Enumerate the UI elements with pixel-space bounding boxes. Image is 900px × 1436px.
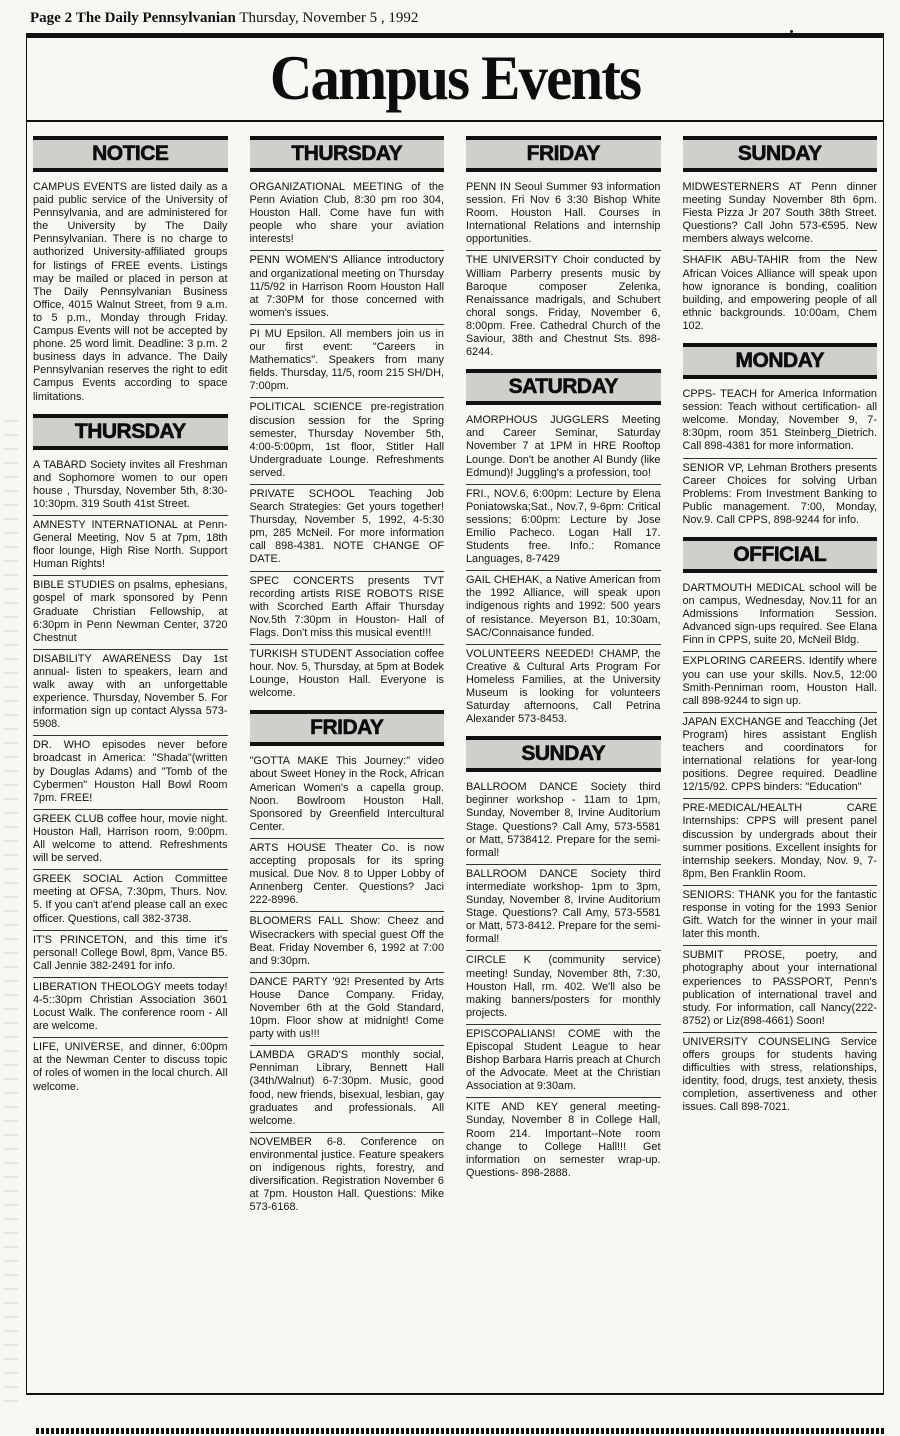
event-listing: PENN IN Seoul Summer 93 information session. Fri Nov 6 3:30 Bishop White Room. Houston Hall. Courses in International Relations and internship opportunities. [466,178,661,251]
columns [31,130,879,1387]
event-listing: BALLROOM DANCE Society third beginner workshop - 11am to 1pm, Sunday, November 8, Irvine Auditorium Stage. Questions? Call Amy, 573-5581 or Matt, 5738412. Prepare for the semi-formal! [466,778,661,865]
running-head [30,10,418,27]
event-listing: GREEK CLUB coffee hour, movie night. Houston Hall, Harrison room, 9:00pm. All welcome to attend. Refreshments will be served. [33,810,228,870]
event-listing: CAMPUS EVENTS are listed daily as a paid public service of the University of Pennsylvania, and are administered for the University by The Daily Pennsylvanian. There is no charge to authorized University-affiliated groups for listings of FREE events. Listings may be mailed or placed in person at The Daily Pennsylvanian Business Office, 4015 Walnut Street, from 9 a.m. to 5 p.m., Monday through Friday. Campus Events will not be accepted by phone. 25 word limit. Deadline: 3 p.m. 2 business days in advance. The Daily Pennsylvanian reserves the right to edit Campus Events according to space limitations. [33,181,228,403]
event-listing: AMORPHOUS JUGGLERS Meeting and Career Seminar, Saturday November 7 at 1PM in HRE Rooftop Lounge. Don't be another Al Bundy (like Edmund)! Juggling's a profession, too! [466,411,661,484]
event-listing: LIFE, UNIVERSE, and dinner, 6:00pm at the Newman Center to discuss topic of roles of women in the local church. All welcome. [33,1041,228,1093]
event-listing: MIDWESTERNERS AT Penn dinner meeting Sunday November 8th 6pm. Fiesta Pizza Jr 207 South 38th Street. Questions? Call John 573-€595. New members always welcome. [683,178,878,251]
section-heading: OFFICIAL [683,537,878,573]
event-listing: POLITICAL SCIENCE pre-registration discusion session for the Spring semester, Thursday November 5th, 4:00-5:00pm, 1st floor, Stitler Hall Undergraduate Lounge. Refreshments served. [250,398,445,485]
section-entries [466,778,661,1184]
event-listing: AMNESTY INTERNATIONAL at Penn- General Meeting, Nov 5 at 7pm, 18th floor lounge, High Rise North. Support Human Rights! [33,516,228,576]
column-1 [33,130,228,1387]
page-number: Page 2 [30,10,73,26]
column-2 [250,130,445,1387]
event-listing: PRE-MEDICAL/HEALTH CARE Internships: CPPS will present panel discussion by undergrads about their summer positions. Excellent insights for internship seekers. Monday, Nov. 9, 7-8pm, Ben Franklin Room. [683,799,878,886]
event-listing: LIBERATION THEOLOGY meets today! 4-5::30pm Christian Association 3601 Locust Walk. The conference room - All are welcome. [33,978,228,1038]
event-listing: SUBMIT PROSE, poetry, and photography about your international experiences to PASSPORT, Penn's publication of international travel and study. For information, call Nancy(222-8752) or Liz(898-4661) Soon! [683,946,878,1033]
event-listing: BALLROOM DANCE Society third intermediate workshop- 1pm to 3pm, Sunday, November 8, Irvine Auditorium Stage. Questions? Call Amy, 573-5581 or Matt, 573-8412. Prepare for the semi-formal! [466,865,661,952]
event-listing: GAIL CHEHAK, a Native American from the 1992 Alliance, will speak upon indigenous rights and 1992: 500 years of resistance. Meyerson B1, 10:30am, SAC/Connaisance funded. [466,571,661,644]
section-heading: THURSDAY [250,136,445,172]
event-listing: DISABILITY AWARENESS Day 1st annual- listen to speakers, learn and walk away with an unforgettable experience. Thursday, November 5. For information sign up contact Alyssa 573-5908. [33,650,228,737]
section-heading: THURSDAY [33,414,228,450]
event-listing: A TABARD Society invites all Freshman and Sophomore women to our open house , Thursday, November 5th, 8:30-10:30pm. 319 South 41st Street. [33,456,228,516]
event-listing: GREEK SOCIAL Action Committee meeting at OFSA, 7:30pm, Thurs. Nov. 5. If you can't at'end please call an exec officer. Questions, call 382-3738. [33,870,228,930]
section-entries [683,385,878,531]
event-listing: ORGANIZATIONAL MEETING of the Penn Aviation Club, 8:30 pm roo 304, Houston Hall. Come have fun with people who share your aviation interests! [250,178,445,251]
section-heading: SATURDAY [466,369,661,405]
event-listing: NOVEMBER 6-8. Conference on environmental justice. Feature speakers on indigenous rights, forestry, and diversification. Registration November 6 at 7pm. Houston Hall. Questions: Mike 573-6168. [249,1135,444,1214]
campus-events-frame [26,33,884,1395]
event-listing: PENN WOMEN'S Alliance introductory and organizational meeting on Thursday 11/5/92 in Harrison Room Houston Hall at 7:30PM for those concerned with women's issues. [250,251,445,324]
section-entries [683,579,878,1118]
event-listing: PRIVATE SCHOOL Teaching Job Search Strategies: Get yours together! Thursday, November 5, 1992, 4-5:30 pm, 285 McNeil. For more information call 898-4381. NOTE CHANGE OF DATE. [250,485,445,572]
event-listing: IT'S PRINCETON, and this time it's personal! College Bowl, 8pm, Vance B5. Call Jennie 382-2491 for info. [33,931,228,978]
event-listing: EPISCOPALIANS! COME with the Episcopal Student League to hear Bishop Barbara Harris preach at Church of the Advocate. Meet at the Christian Association at 9:30am. [466,1025,661,1098]
page-title: Campus Events [269,42,641,113]
bottom-rule [36,1428,886,1434]
paper-name: The Daily Pennsylvanian [75,10,236,26]
event-listing: CPPS- TEACH for America Information session: Teach without certification- all welcome. Monday, November 9, 7-8:30pm, room 351 Steinberg_Dietrich. Call 898-4381 for more information. [683,385,878,458]
event-listing: KITE AND KEY general meeting-Sunday, November 8 in College Hall, Room 214. Important--Note room change to College Hall!!! Get information on semester wrap-up. Questions- 898-2888. [466,1101,661,1179]
section-heading: SUNDAY [683,136,878,172]
section-heading: NOTICE [33,136,228,172]
section-entries [466,178,661,363]
section-entries [33,456,228,1098]
section-entries [683,178,878,337]
section-heading: SUNDAY [466,736,661,772]
section-entries [466,411,661,730]
section-entries [250,752,445,1218]
issue-date: Thursday, November 5 , 1992 [239,10,419,26]
masthead [27,38,883,122]
section-heading: MONDAY [683,343,878,379]
event-listing: DR. WHO episodes never before broadcast in America: "Shada"(written by Douglas Adams) and "Tomb of the Cybermen" Houston Hall Bowl Room 7pm. FREE! [33,736,228,809]
event-listing: CIRCLE K (community service) meeting! Sunday, November 8th, 7:30, Houston Hall, rm. 402. We'll also be making banners/posters for monthly projects. [466,951,661,1024]
event-listing: "GOTTA MAKE This Journey:" video about Sweet Honey in the Rock, African American Women's a capella group. Noon. Bowlroom Houston Hall. Sponsored by Greenfield Intercultural Center. [250,752,445,839]
section-heading: FRIDAY [250,710,445,746]
event-listing: TURKISH STUDENT Association coffee hour. Nov. 5, Thursday, at 5pm at Bodek Lounge, Houston Hall. Everyone is welcome. [249,648,444,700]
event-listing: UNIVERSITY COUNSELING Service offers groups for students having difficulties with stress, relationships, identity, food, drugs, test anxiety, thesis completion, assertiveness and other issues. Call 898-7021. [682,1035,877,1114]
event-listing: SENIOR VP, Lehman Brothers presents Career Choices for solving Urban Problems: From Investment Banking to Public management. 7:00, Monday, Nov.9. Call CPPS, 898-9244 for info. [682,461,877,526]
event-listing: JAPAN EXCHANGE and Teacching (Jet Program) hires assistant English teachers and coordinators for international relations for year-long positions. Degree required. Deadline 12/15/92. CPPS binders: "Education" [683,713,878,800]
event-listing: BLOOMERS FALL Show: Cheez and Wisecrackers with special guest Off the Beat. Friday November 6, 1992 at 7:00 and 9:30pm. [250,912,445,972]
scan-edge-marks [4,420,18,1410]
event-listing: THE UNIVERSITY Choir conducted by William Parberry presents music by Baroque composer Zelenka, Renaissance madrigals, and Schubert choral songs. Friday, November 6, 8:00pm. Free. Cathedral Church of the Saviour, 38th and Chestnut Sts. 898-6244. [466,254,661,359]
event-listing: BIBLE STUDIES on psalms, ephesians, gospel of mark sponsored by Penn Graduate Christian Fellowship, at 6:30pm in Penn Newman Center, 3720 Chestnut [33,576,228,649]
section-heading: FRIDAY [466,136,661,172]
event-listing: VOLUNTEERS NEEDED! CHAMP, the Creative & Cultural Arts Program For Homeless Families, at the University Museum is looking for volunteers Saturday afternoons, Call Petrina Alexander 573-8453. [466,647,661,726]
event-listing: SHAFIK ABU-TAHIR from the New African Voices Alliance will speak upon how ignorance is bonding, coalition building, and empowering people of all ethnic backgrounds. 10:00am, Chem 102. [682,254,877,332]
event-listing: DANCE PARTY '92! Presented by Arts House Dance Company. Friday, November 6th at the Gold Standard, 10pm. Floor show at midnight! Come party with us!!! [250,973,445,1046]
event-listing: DARTMOUTH MEDICAL school will be on campus, Wednesday, Nov.11 for an Admissions Information Session. Advanced sign-ups required. See Elana Finn in CPPS, suite 20, McNeil Bldg. [683,579,878,652]
column-4 [683,130,878,1387]
event-listing: FRI., NOV.6, 6:00pm: Lecture by Elena Poniatowska;Sat., Nov.7, 9-6pm: Critical sessions; 6:00pm: Lecture by Jose Emilio Pacheco. Logan Hall 17. Students free. Info.: Romance Languages, 8-7429 [466,485,661,572]
event-listing: SENIORS: THANK you for the fantastic response in voting for the 1993 Senior Gift. Watch for the winner in your mail later this month. [683,886,878,946]
section-entries [33,178,228,408]
event-listing: EXPLORING CAREERS. Identify where you can use your skills. Nov.5, 12:00 Smith-Penniman room, Houston Hall. call 898-9244 to sign up. [683,652,878,712]
event-listing: ARTS HOUSE Theater Co. is now accepting proposals for its spring musical. Due Nov. 8 to Upper Lobby of Annenberg Center. Questions? Jaci 222-8996. [250,839,445,912]
event-listing: PI MU Epsilon. All members join us in our first event: "Careers in Mathematics". Speakers from many fields. Thursday, 11/5, room 215 SH/DH, 7:00pm. [250,325,445,398]
section-entries [250,178,445,704]
event-listing: LAMBDA GRAD'S monthly social, Penniman Library, Bennett Hall (34th/Walnut) 6-7:30pm. Music, good food, new friends, bisexual, lesbian, gay graduates and professionals. All welcome. [250,1046,445,1133]
column-3 [466,130,661,1387]
event-listing: SPEC CONCERTS presents TVT recording artists RISE ROBOTS RISE with Scorched Earth Affair Thursday Nov.5th 7:30pm in Houston- Hall of Flags. Don't miss this musical event!!! [250,572,445,645]
